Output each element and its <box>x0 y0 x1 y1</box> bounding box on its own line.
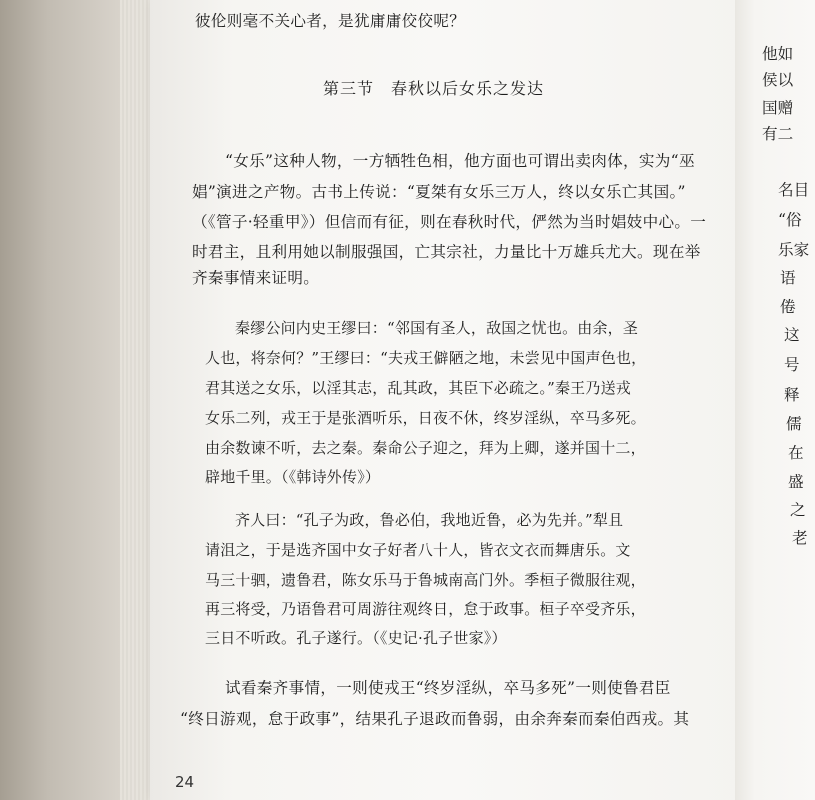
paragraph-line: （《管子·轻重甲》）但信而有征，则在春秋时代，俨然为当时娼妓中心。一 <box>192 213 707 231</box>
paragraph-line: 时君主，且利用她以制服强国，亡其宗社，力量比十万雄兵尤大。现在举 <box>192 243 701 261</box>
quote-line: 女乐二列，戎王于是张酒听乐，日夜不休，终岁淫纵，卒马多死。 <box>205 409 646 427</box>
quote-line: 君其送之女乐，以淫其志，乱其政，其臣下必疏之。”秦王乃送戎 <box>205 379 631 397</box>
right-page-fragment: 之 <box>790 501 806 519</box>
quote-line: 秦缪公问内史王缪曰：“邻国有圣人，敌国之忧也。由余，圣 <box>235 319 639 337</box>
right-page-fragment: 释 <box>784 386 800 404</box>
right-page-fragment: 老 <box>792 529 808 547</box>
book-page-right <box>735 0 815 800</box>
quote-line: 由余数谏不听，去之秦。秦命公子迎之，拜为上卿，遂并国十二， <box>205 439 646 457</box>
right-page-fragment: 名目 <box>778 181 810 199</box>
right-page-fragment: 在 <box>788 444 804 462</box>
quote-line: 请沮之，于是选齐国中女子好者八十人，皆衣文衣而舞唐乐。文 <box>205 541 631 559</box>
quote-line: 齐人曰：“孔子为政，鲁必伯，我地近鲁，必为先并。”犁且 <box>235 511 624 529</box>
paragraph-line: “终日游观，怠于政事”，结果孔子退政而鲁弱，由余奔秦而秦伯西戎。其 <box>180 710 690 728</box>
paragraph-line: “女乐”这种人物，一方牺牲色相，他方面也可谓出卖肉体，实为“巫 <box>225 152 695 170</box>
right-page-fragment: 有二 <box>762 125 794 143</box>
right-page-fragment: 他如 <box>762 45 794 63</box>
right-page-fragment: 国赠 <box>762 99 794 117</box>
top-line: 彼伦则毫不关心者，是犹庸庸佼佼呢？ <box>195 12 466 30</box>
page-stack-shadow <box>0 0 120 800</box>
right-page-fragment: 侯以 <box>762 71 794 89</box>
right-page-fragment: 倦 <box>780 298 796 316</box>
quote-line: 再三将受，乃语鲁君可周游往观终日，怠于政事。桓子卒受齐乐， <box>205 600 646 618</box>
page-number: 24 <box>175 773 195 791</box>
right-page-fragment: 儒 <box>786 415 802 433</box>
right-page-fragment: “俗 <box>778 211 802 229</box>
section-heading: 第三节 春秋以后女乐之发达 <box>323 79 545 98</box>
right-page-fragment: 盛 <box>788 473 804 491</box>
quote-line: 马三十驷，遗鲁君，陈女乐马于鲁城南高门外。季桓子微服往观， <box>205 571 646 589</box>
paragraph-line: 齐秦事情来证明。 <box>192 269 320 287</box>
right-page-fragment: 乐家 <box>778 241 810 259</box>
quote-line: 人也，将奈何？”王缪曰：“夫戎王僻陋之地，未尝见中国声色也， <box>205 349 647 367</box>
paragraph-line: 娼”演进之产物。古书上传说：“夏桀有女乐三万人，终以女乐亡其国。” <box>192 183 686 201</box>
quote-line: 三日不听政。孔子遂行。（《史记·孔子世家》） <box>205 629 507 647</box>
right-page-fragment: 这 <box>784 326 800 344</box>
right-page-fragment: 号 <box>784 356 800 374</box>
quote-line: 辟地千里。（《韩诗外传》） <box>205 468 381 486</box>
right-page-fragment: 语 <box>780 269 796 287</box>
paragraph-line: 试看秦齐事情，一则使戎王“终岁淫纵，卒马多死”一则使鲁君臣 <box>225 679 671 697</box>
